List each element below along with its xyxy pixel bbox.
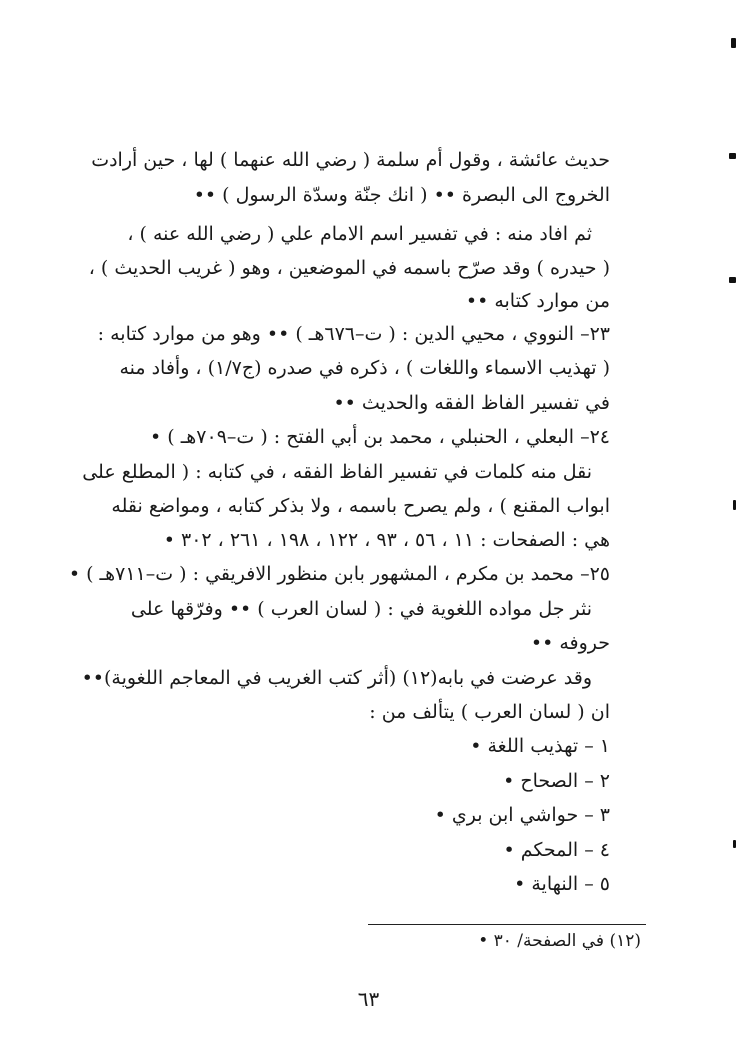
margin-mark bbox=[731, 38, 736, 48]
body-line: وقد عرضت في بابه(١٢) (أثر كتب الغريب في المعاجم اللغوية)•• bbox=[81, 667, 592, 689]
margin-mark bbox=[733, 500, 736, 510]
body-line: ثم افاد منه : في تفسير اسم الامام علي ( رضي الله عنه ) ، bbox=[127, 223, 592, 245]
list-item: ٣ – حواشي ابن بري • bbox=[434, 804, 610, 826]
body-line: في تفسير الفاظ الفقه والحديث •• bbox=[333, 392, 610, 414]
entry-23-heading: ٢٣– النووي ، محيي الدين : ( ت–٦٧٦هـ ) •• وهو من موارد كتابه : bbox=[97, 323, 610, 345]
body-line: ان ( لسان العرب ) يتألف من : bbox=[369, 701, 610, 723]
body-line: من موارد كتابه •• bbox=[465, 290, 610, 312]
list-item: ٥ – النهاية • bbox=[514, 873, 610, 895]
margin-mark bbox=[729, 153, 736, 159]
body-line: ابواب المقنع ) ، ولم يصرح باسمه ، ولا بذكر كتابه ، ومواضع نقله bbox=[111, 495, 610, 517]
body-line: نقل منه كلمات في تفسير الفاظ الفقه ، في كتابه : ( المطلع على bbox=[82, 461, 592, 483]
body-line: نثر جل مواده اللغوية في : ( لسان العرب ) •• وفرّقها على bbox=[130, 598, 592, 620]
entry-25-heading: ٢٥– محمد بن مكرم ، المشهور بابن منظور الافريقي : ( ت–٧١١هـ ) • bbox=[68, 563, 610, 585]
body-line: هي : الصفحات : ١١ ، ٥٦ ، ٩٣ ، ١٢٢ ، ١٩٨ ، ٢٦١ ، ٣٠٢ • bbox=[163, 529, 610, 551]
body-line: ( حيدره ) وقد صرّح باسمه في الموضعين ، وهو ( غريب الحديث ) ، bbox=[88, 257, 610, 279]
margin-mark bbox=[733, 840, 736, 848]
list-item: ٢ – الصحاح • bbox=[503, 770, 610, 792]
entry-24-heading: ٢٤– البعلي ، الحنبلي ، محمد بن أبي الفتح : ( ت–٧٠٩هـ ) • bbox=[150, 426, 610, 448]
body-line: حروفه •• bbox=[530, 632, 610, 654]
footnote-divider bbox=[368, 924, 646, 925]
page-number: ٦٣ bbox=[357, 987, 380, 1011]
body-line: حديث عائشة ، وقول أم سلمة ( رضي الله عنهما ) لها ، حين أرادت bbox=[91, 149, 610, 171]
list-item: ١ – تهذيب اللغة • bbox=[470, 735, 610, 757]
list-item: ٤ – المحكم • bbox=[503, 839, 610, 861]
body-line: الخروج الى البصرة •• ( انك جنّة وسدّة الرسول ) •• bbox=[193, 184, 610, 206]
margin-mark bbox=[729, 277, 736, 283]
body-line: ( تهذيب الاسماء واللغات ) ، ذكره في صدره (ج١/٧) ، وأفاد منه bbox=[119, 357, 610, 379]
footnote: (١٢) في الصفحة/ ٣٠ • bbox=[478, 931, 641, 951]
